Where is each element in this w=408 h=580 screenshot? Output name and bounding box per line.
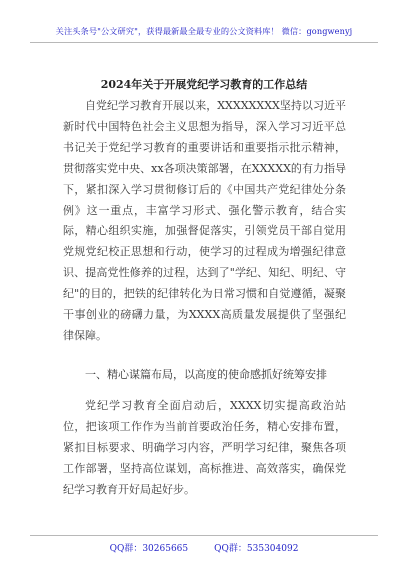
header-divider [30, 42, 378, 43]
section-heading-1: 一、精心谋篇布局，以高度的使命感抓好统筹安排 [85, 368, 327, 381]
footer-contact [0, 541, 408, 554]
intro-paragraph: 自党纪学习教育开展以来，XXXXXXXX坚持以习近平新时代中国特色社会主义思想为指导，深入学习习近平总书记关于党纪学习教育的重要讲话和重要指示批示精神，贯彻落实党中央、xx各项决策部署，在XXXXX的有力指导下，紧扣深入学习贯彻修订后的《中国共产党纪律处分条例》这一重点，丰富学习形式、强化警示教育，结合实际，精心组织实施，加强督促落实，引领党员干部自觉用党规党纪校正思想和行动，使学习的过程成为增强纪律意识、提高党性修养的过程，达到了"学纪、知纪、明纪、守纪"的目的，把铁的纪律转化为日常习惯和自觉遵循，凝聚干事创业的磅礴力量，为XXXX高质量发展提供了坚强纪律保障。 [63, 99, 346, 342]
header-promo-text: 关注头条号"公文研究"，获得最新最全最专业的公文资料库！ 微信：gongwenyj [55, 26, 353, 36]
section-1-paragraph: 党纪学习教育全面启动后，XXXX切实提高政治站位，把该项工作作为当前首要政治任务，精心安排布置，紧扣目标要求、明确学习内容，严明学习纪律，聚焦各项工作部署，坚持高位谋划，高标推进、高效落实，确保党纪学习教育开好局起好步。 [63, 399, 346, 496]
footer-qq-group-2: QQ群：535304092 [214, 544, 299, 554]
document-title: 2024年关于开展党纪学习教育的工作总结 [100, 78, 308, 91]
footer-qq-group-1: QQ群：30265665 [109, 544, 189, 554]
footer-divider [30, 535, 378, 536]
